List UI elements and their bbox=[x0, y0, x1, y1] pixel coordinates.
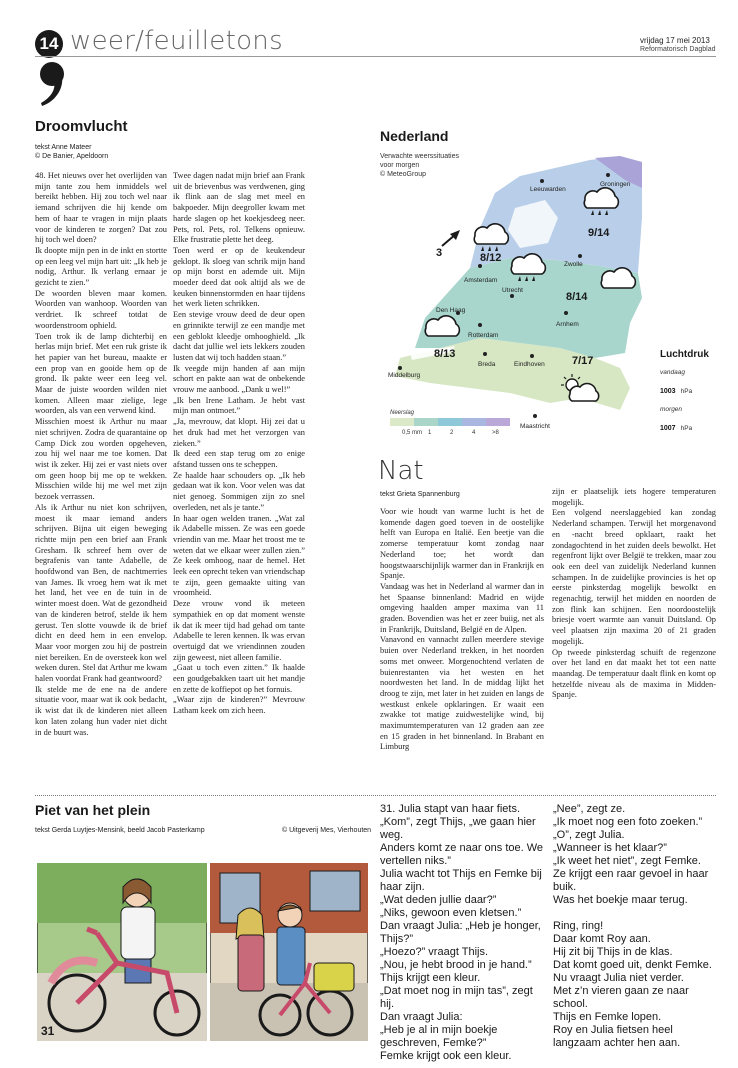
comic-line: „Dat moet nog in mijn tas”, zegt hij. bbox=[380, 985, 533, 1010]
wind-force-label: 3 bbox=[436, 247, 443, 259]
legend-tick: 4 bbox=[472, 430, 476, 436]
comic-line: Roy en Julia fietsen heel langzaam achter hen aan. bbox=[553, 1024, 681, 1049]
pressure-tomorrow bbox=[660, 415, 692, 434]
comic-line: Thijs krijgt een kleur. bbox=[380, 972, 481, 984]
city-label: Groningen bbox=[600, 181, 631, 188]
page-number: 14 bbox=[35, 30, 63, 58]
comic-line: Thijs en Femke lopen. bbox=[553, 1011, 662, 1023]
city-label: Amsterdam bbox=[464, 277, 498, 284]
weather-article-title: Nat bbox=[378, 456, 424, 486]
story-author: tekst Anne Mateer bbox=[35, 144, 92, 151]
paragraph: Ik deed een stap terug om zo enige afstand tussen ons te scheppen. bbox=[173, 449, 305, 469]
legend-swatch bbox=[486, 418, 510, 426]
paragraph: zijn er plaatselijk iets hogere temperaturen mogelijk. bbox=[552, 487, 716, 507]
pressure-unit: hPa bbox=[680, 425, 693, 432]
comic-line: Nu vraagt Julia niet verder. bbox=[553, 972, 684, 984]
comic-text-column-2 bbox=[553, 803, 716, 1050]
weather-article-credit: tekst Grieta Spannenburg bbox=[380, 491, 460, 498]
city-label: Zwolle bbox=[564, 261, 583, 268]
paragraph: „Ik ben Irene Latham. Je hebt vast mijn man ontmoet.” bbox=[173, 395, 305, 416]
comic-line: „Hoezo?” vraagt Thijs. bbox=[380, 946, 489, 958]
legend-tick: >8 bbox=[492, 430, 499, 436]
comic-line: „O”, zegt Julia. bbox=[553, 829, 625, 841]
comic-line: „Kom”, zegt Thijs, „we gaan hier weg. bbox=[380, 816, 536, 841]
legend-swatch bbox=[390, 418, 414, 426]
city-label: Maastricht bbox=[520, 423, 550, 430]
temperature-label: 9/14 bbox=[588, 227, 610, 239]
comic-line: Femke krijgt ook een kleur. bbox=[380, 1050, 512, 1062]
paragraph: Ik doopte mijn pen in de inkt en stortte op een leeg vel mijn hart uit: „Ik heb je nodig, Arthur. Ik verlang ernaar je gezicht te zien.” bbox=[35, 245, 167, 288]
pressure-tomorrow-label: morgen bbox=[660, 406, 683, 413]
city-label: Middelburg bbox=[388, 372, 421, 379]
comic-text-column-1 bbox=[380, 803, 546, 1063]
city-label: Arnhem bbox=[556, 321, 579, 328]
weather-column-1 bbox=[380, 507, 544, 753]
legend-title: Neerslag bbox=[390, 410, 415, 416]
rain-cloud-icon bbox=[474, 224, 508, 244]
comic-line: „Heb je al in mijn boekje geschreven, Femke?” bbox=[380, 1024, 498, 1049]
weather-column-2 bbox=[552, 487, 716, 701]
map-subtitle-line: Verwachte weerssituaties bbox=[380, 153, 459, 160]
map-subtitle-line: voor morgen bbox=[380, 162, 420, 169]
comic-title: Piet van het plein bbox=[35, 802, 151, 818]
comic-line: 31. Julia stapt van haar fiets. bbox=[380, 803, 521, 815]
paragraph: Toen werd er op de keukendeur geklopt. Ik sloeg van schrik mijn hand op mijn borst en ademde uit. Mijn moeder deed dat ook altijd als we de keuken binnenstormden en haar tijdens het werk lieten schrikken. bbox=[173, 245, 305, 309]
paragraph: De woorden bleven maar komen. Woorden van wanhoop. Woorden van verdriet. Ik schreef totdat de woordenstroom ophield. bbox=[35, 288, 167, 330]
pressure-today-value: 1003 bbox=[660, 388, 676, 395]
city-label: Utrecht bbox=[502, 287, 523, 294]
paragraph: Misschien moest ik Arthur nu maar niet schrijven. Zodra de quarantaine op Camp Dick zou worden opgeheven, zou hij wel naar me toe komen. Dat wist ik zeker. Hij zei er vast niets over om geen hoop bij me op te wekken. Misschien wilde hij me wel met zijn bezoek verrassen. bbox=[35, 417, 167, 502]
pressure-today bbox=[660, 378, 692, 397]
story-column-1 bbox=[35, 171, 167, 738]
comic-line: „Niks, gewoon even kletsen.” bbox=[380, 907, 522, 919]
city-label: Den Haag bbox=[436, 307, 466, 314]
paragraph: 48. Het nieuws over het overlijden van mijn tante zou hem inmiddels wel bereikt hebben. Hij zou toch wel naar iemand schrijven die hij kende om hem of haar te vragen in mijn plaats voor de kinderen te zorgen? Dat zou hij toch wel doen? bbox=[35, 171, 167, 245]
comic-line: „Ik weet het niet”, zegt Femke. bbox=[553, 855, 701, 867]
legend-tick: 2 bbox=[450, 430, 454, 436]
section-divider bbox=[35, 795, 716, 796]
comic-line: Dan vraagt Julia: bbox=[380, 1011, 463, 1023]
comic-copyright: © Uitgeverij Mes, Vierhouten bbox=[282, 827, 372, 834]
comic-line: Anders komt ze naar ons toe. We vertellen niks.” bbox=[380, 842, 544, 867]
legend-swatch bbox=[438, 418, 462, 426]
pressure-tomorrow-value: 1007 bbox=[660, 425, 676, 432]
comic-line: Daar komt Roy aan. bbox=[553, 933, 651, 945]
legend-tick: 1 bbox=[428, 430, 432, 436]
netherlands-weather-map bbox=[380, 148, 720, 448]
comic-line: „Wat deden jullie daar?” bbox=[380, 894, 497, 906]
comic-line: Dat komt goed uit, denkt Femke. bbox=[553, 959, 712, 971]
pressure-today-label: vandaag bbox=[660, 369, 685, 376]
city-label: Breda bbox=[478, 361, 496, 368]
paragraph: Als ik Arthur nu niet kon schrijven, moest ik maar iemand anders schrijven. Bijna uit eigen beweging richtte mijn pen een brief aan Frank Gresham. Ik schreef hem over de begrafenis van tante Adabelle, de hoofdwond van Ben, de nachtmerries van James. Ik vroeg hem wat ik met het land, het vee en de tuin in de winter moest doen. Wat de gezondheid van de kinderen betrof, stelde ik hem gerust. Ten slotte vouwde ik de brief dicht en deed hem in een envelop. Maar voor morgen zou hij de postrein niet bereiken. En de oversteek kon wel weken duren. Stel dat Arthur me kwam halen voordat Frank had geantwoord? bbox=[35, 502, 167, 684]
paragraph: Een volgend neerslaggebied kan zondag Nederland schampen. Terwijl het morgenavond en -nacht breed opklaart, raakt het zondagochtend in het zuiden deels bewolkt. Het regenfront lijkt over België te trekken, maar zou ook een deel van zuidelijk Nederland kunnen schampen. In de zuidelijke provincies is het op eerste pinksterdag mogelijk bewolkt en regenachtig, terwijl het midden en noorden de zon flink kan schijnen. Een noordoostelijk briesje voert warmte aan vanuit Duitsland. Op veel plaatsen zijn maxima 20 of 21 graden mogelijk. bbox=[552, 508, 716, 646]
temperature-label: 7/17 bbox=[572, 355, 594, 367]
story-title: Droomvlucht bbox=[35, 118, 128, 135]
temperature-label: 8/14 bbox=[566, 291, 588, 303]
city-label: Eindhoven bbox=[514, 361, 545, 368]
story-publisher: © De Banier, Apeldoorn bbox=[35, 153, 109, 160]
comic-line: „Nou, je hebt brood in je hand.” bbox=[380, 959, 532, 971]
map-title: Nederland bbox=[380, 128, 449, 144]
comic-line: „Ik moet nog een foto zoeken.” bbox=[553, 816, 703, 828]
issue-date: vrijdag 17 mei 2013 bbox=[640, 36, 710, 45]
pressure-unit: hPa bbox=[680, 388, 693, 395]
comic-line: Hij zit bij Thijs in de klas. bbox=[553, 946, 673, 958]
paragraph: Vanavond en vannacht zullen meerdere stevige buien over Nederland trekken, in het noorden soms met onweer. Morgenochtend verlaten de buienrestanten via het westen en het noordwesten het land. In de middag lijkt het droog te zijn, met later in het zuiden en langs de westkust enkele opklaringen. Er waait een zwakke tot matige zuidwestelijke wind, bij maximumtemperaturen van 12 graden aan zee en 15 graden in het binnenland. In Brabant en Limburg bbox=[380, 635, 544, 752]
story-credit bbox=[35, 143, 108, 161]
paragraph: Vandaag was het in Nederland al warmer dan in het Spaanse binnenland: Madrid en wijde omgeving haalden amper maxima van 11 graden. Bovendien was het er zeer buiig, net als in Frankrijk, Duitsland, België en de Alpen. bbox=[380, 581, 544, 634]
temperature-label: 8/13 bbox=[434, 348, 456, 360]
paragraph: Ze haalde haar schouders op. „Ik heb gedaan wat ik kon. Voor velen was dat niet genoeg. Sommigen zijn zo snel overleden, net als je tante.” bbox=[173, 470, 305, 512]
comic-credit: tekst Gerda Luytjes-Mensink, beeld Jacob Pasterkamp bbox=[35, 827, 205, 834]
paragraph: „Gaat u toch even zitten.” Ik haalde een goudgebakken taart uit het mandje en zette de koffiepot op het fornuis. bbox=[173, 663, 305, 694]
paragraph: Ik stelde me de ene na de andere situatie voor, maar wat ik ook bedacht, ik wist dat ik de kinderen niet alleen kon laten zolang hun vader niet dicht in de buurt was. bbox=[35, 684, 167, 737]
paragraph: Ik veegde mijn handen af aan mijn schort en pakte aan wat de onbekende vrouw me aanbood. „Dank u wel!” bbox=[173, 363, 305, 395]
comic-line: Ring, ring! bbox=[553, 920, 604, 932]
city-label: Leeuwarden bbox=[530, 186, 566, 193]
paragraph: „Waar zijn de kinderen?” Mevrouw Latham keek om zich heen. bbox=[173, 695, 305, 716]
paragraph: Op tweede pinksterdag schuift de regenzone over het land en dat maakt het tot een natte maandag. De temperatuur daalt flink en komt op hetzelfde niveau als de maxima in Midden-Spanje. bbox=[552, 647, 716, 700]
city-label: Rotterdam bbox=[468, 332, 499, 339]
comic-panel-illustration bbox=[37, 863, 207, 1041]
legend-swatch bbox=[462, 418, 486, 426]
comic-line: Julia wacht tot Thijs en Femke bij haar zijn. bbox=[380, 868, 542, 893]
section-title: weer/feuilletons bbox=[70, 26, 283, 56]
paragraph: Toen trok ik de lamp dichterbij en herlas mijn brief. Met een ruk griste ik het papier van het bureau, maakte er een prop van en gooide hem op de grond. Ik pakte weer een leeg vel. Maar de juiste woorden wilden niet komen. Alleen maar zielige, lege woorden, als van een verwend kind. bbox=[35, 331, 167, 416]
paragraph: „Ja, mevrouw, dat klopt. Hij zei dat u het druk had met het verzorgen van zieken.” bbox=[173, 417, 305, 448]
cloud-icon bbox=[601, 268, 635, 288]
comic-line: Met z’n vieren gaan ze naar school. bbox=[553, 985, 689, 1010]
comic-line: „Wanneer is het klaar?” bbox=[553, 842, 667, 854]
header-divider bbox=[35, 56, 716, 57]
cloud-icon bbox=[425, 316, 459, 336]
paragraph: Voor wie houdt van warme lucht is het de komende dagen goed toeven in de oostelijke helft van Europa en Italië. Een beetje van die zomerse temperatuur komt zondag naar Nederland toe; het wordt dan hoogstwaarschijnlijk warmer dan in Frankrijk en Spanje. bbox=[380, 507, 544, 581]
comic-line: Was het boekje maar terug. bbox=[553, 894, 688, 906]
paragraph: Twee dagen nadat mijn brief aan Frank uit de brievenbus was verdwenen, ging ik flink aan de slag met meel en bakpoeder. Mijn deegroller kwam met harde slagen op het koekjesdeeg neer. Pets, rol. Pets, rol. Telkens opnieuw. Elke frustratie plette het deeg. bbox=[173, 171, 305, 245]
panel-number: 31 bbox=[41, 1024, 55, 1038]
comic-line: Ze krijgt een raar gevoel in haar buik. bbox=[553, 868, 709, 893]
rain-cloud-icon bbox=[511, 254, 545, 274]
newspaper-name: Reformatorisch Dagblad bbox=[640, 46, 716, 53]
pressure-title: Luchtdruk bbox=[660, 349, 709, 360]
comic-line: „Nee”, zegt ze. bbox=[553, 803, 626, 815]
comma-logo-icon bbox=[36, 60, 70, 108]
comic-panel-illustration bbox=[210, 863, 368, 1041]
comic-line bbox=[553, 907, 716, 920]
map-copyright: © MeteoGroup bbox=[380, 171, 427, 178]
comic-line: Dan vraagt Julia: „Heb je honger, Thijs?” bbox=[380, 920, 541, 945]
paragraph: Deze vrouw vond ik meteen sympathiek en op dat moment wenste ik dat ik meer tijd had gehad om tante Adabelle te leren kennen. Ik was ervan overtuigd dat we vriendinnen zouden zijn geweest, niet alleen familie. bbox=[173, 599, 305, 662]
story-column-2 bbox=[173, 171, 305, 717]
paragraph: In haar ogen welden tranen. „Wat zal ik Adabelle missen. Ze was een goede vriendin van me. Maar het troost me te weten dat we elkaar weer zullen zien.” Ze keek omhoog, naar de hemel. Het leek een oprecht teken van vriendschap te zijn, geen gemaakte uiting van vroomheid. bbox=[173, 513, 305, 598]
precipitation-legend bbox=[390, 418, 510, 426]
paragraph: Een stevige vrouw deed de deur open en grinnikte terwijl ze een mandje met een geblokt kleedje omhooghield. „Ik dacht dat jullie wel iets lekkers zouden lusten dat wij toch hadden staan.” bbox=[173, 310, 305, 362]
legend-swatch bbox=[414, 418, 438, 426]
legend-tick: 0,5 mm bbox=[402, 430, 423, 436]
temperature-label: 8/12 bbox=[480, 252, 502, 264]
rain-cloud-icon bbox=[584, 188, 618, 208]
wind-arrow-icon bbox=[442, 230, 460, 246]
